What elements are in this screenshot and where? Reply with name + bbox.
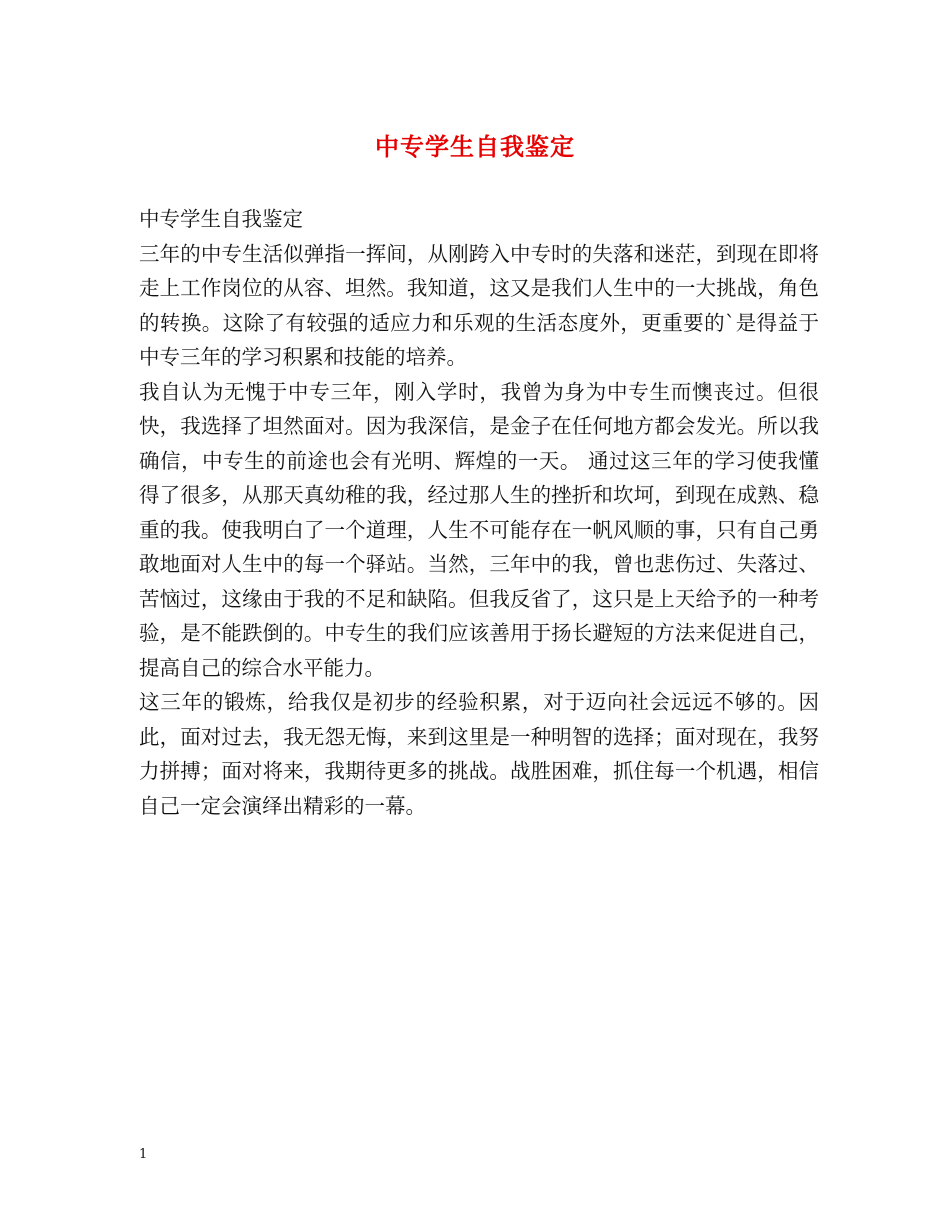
paragraph-subtitle: 中专学生自我鉴定: [139, 207, 303, 231]
paragraph-conclusion: 这三年的锻炼，给我仅是初步的经验积累，对于迈向社会远远不够的。因此，面对过去，我无怨无悔，来到这里是一种明智的选择；面对现在，我努力拼搏；面对将来，我期待更多的挑战。战胜困难，抓住每一个机遇，相信自己一定会演绎出精彩的一幕。: [139, 690, 819, 818]
document-title: 中专学生自我鉴定: [375, 132, 575, 161]
paragraph-intro: 三年的中专生活似弹指一挥间，从刚跨入中专时的失落和迷茫，到现在即将走上工作岗位的从容、坦然。我知道，这又是我们人生中的一大挑战，角色的转换。这除了有较强的适应力和乐观的生活态度外，更重要的`是得益于中专三年的学习积累和技能的培养。: [139, 241, 819, 369]
page-number: 1: [139, 1147, 148, 1162]
document-body: [139, 202, 819, 823]
paragraph-reflection: 我自认为无愧于中专三年，刚入学时，我曾为身为中专生而懊丧过。但很快，我选择了坦然面对。因为我深信，是金子在任何地方都会发光。所以我确信，中专生的前途也会有光明、辉煌的一天。 通过这三年的学习使我懂得了很多，从那天真幼稚的我，经过那人生的挫折和坎坷，到现在成熟、稳重的我。使我明白了一个道理，人生不可能存在一帆风顺的事，只有自己勇敢地面对人生中的每一个驿站。当然，三年中的我，曾也悲伤过、失落过、苦恼过，这缘由于我的不足和缺陷。但我反省了，这只是上天给予的一种考验，是不能跌倒的。中专生的我们应该善用于扬长避短的方法来促进自己，提高自己的综合水平能力。: [139, 379, 819, 680]
